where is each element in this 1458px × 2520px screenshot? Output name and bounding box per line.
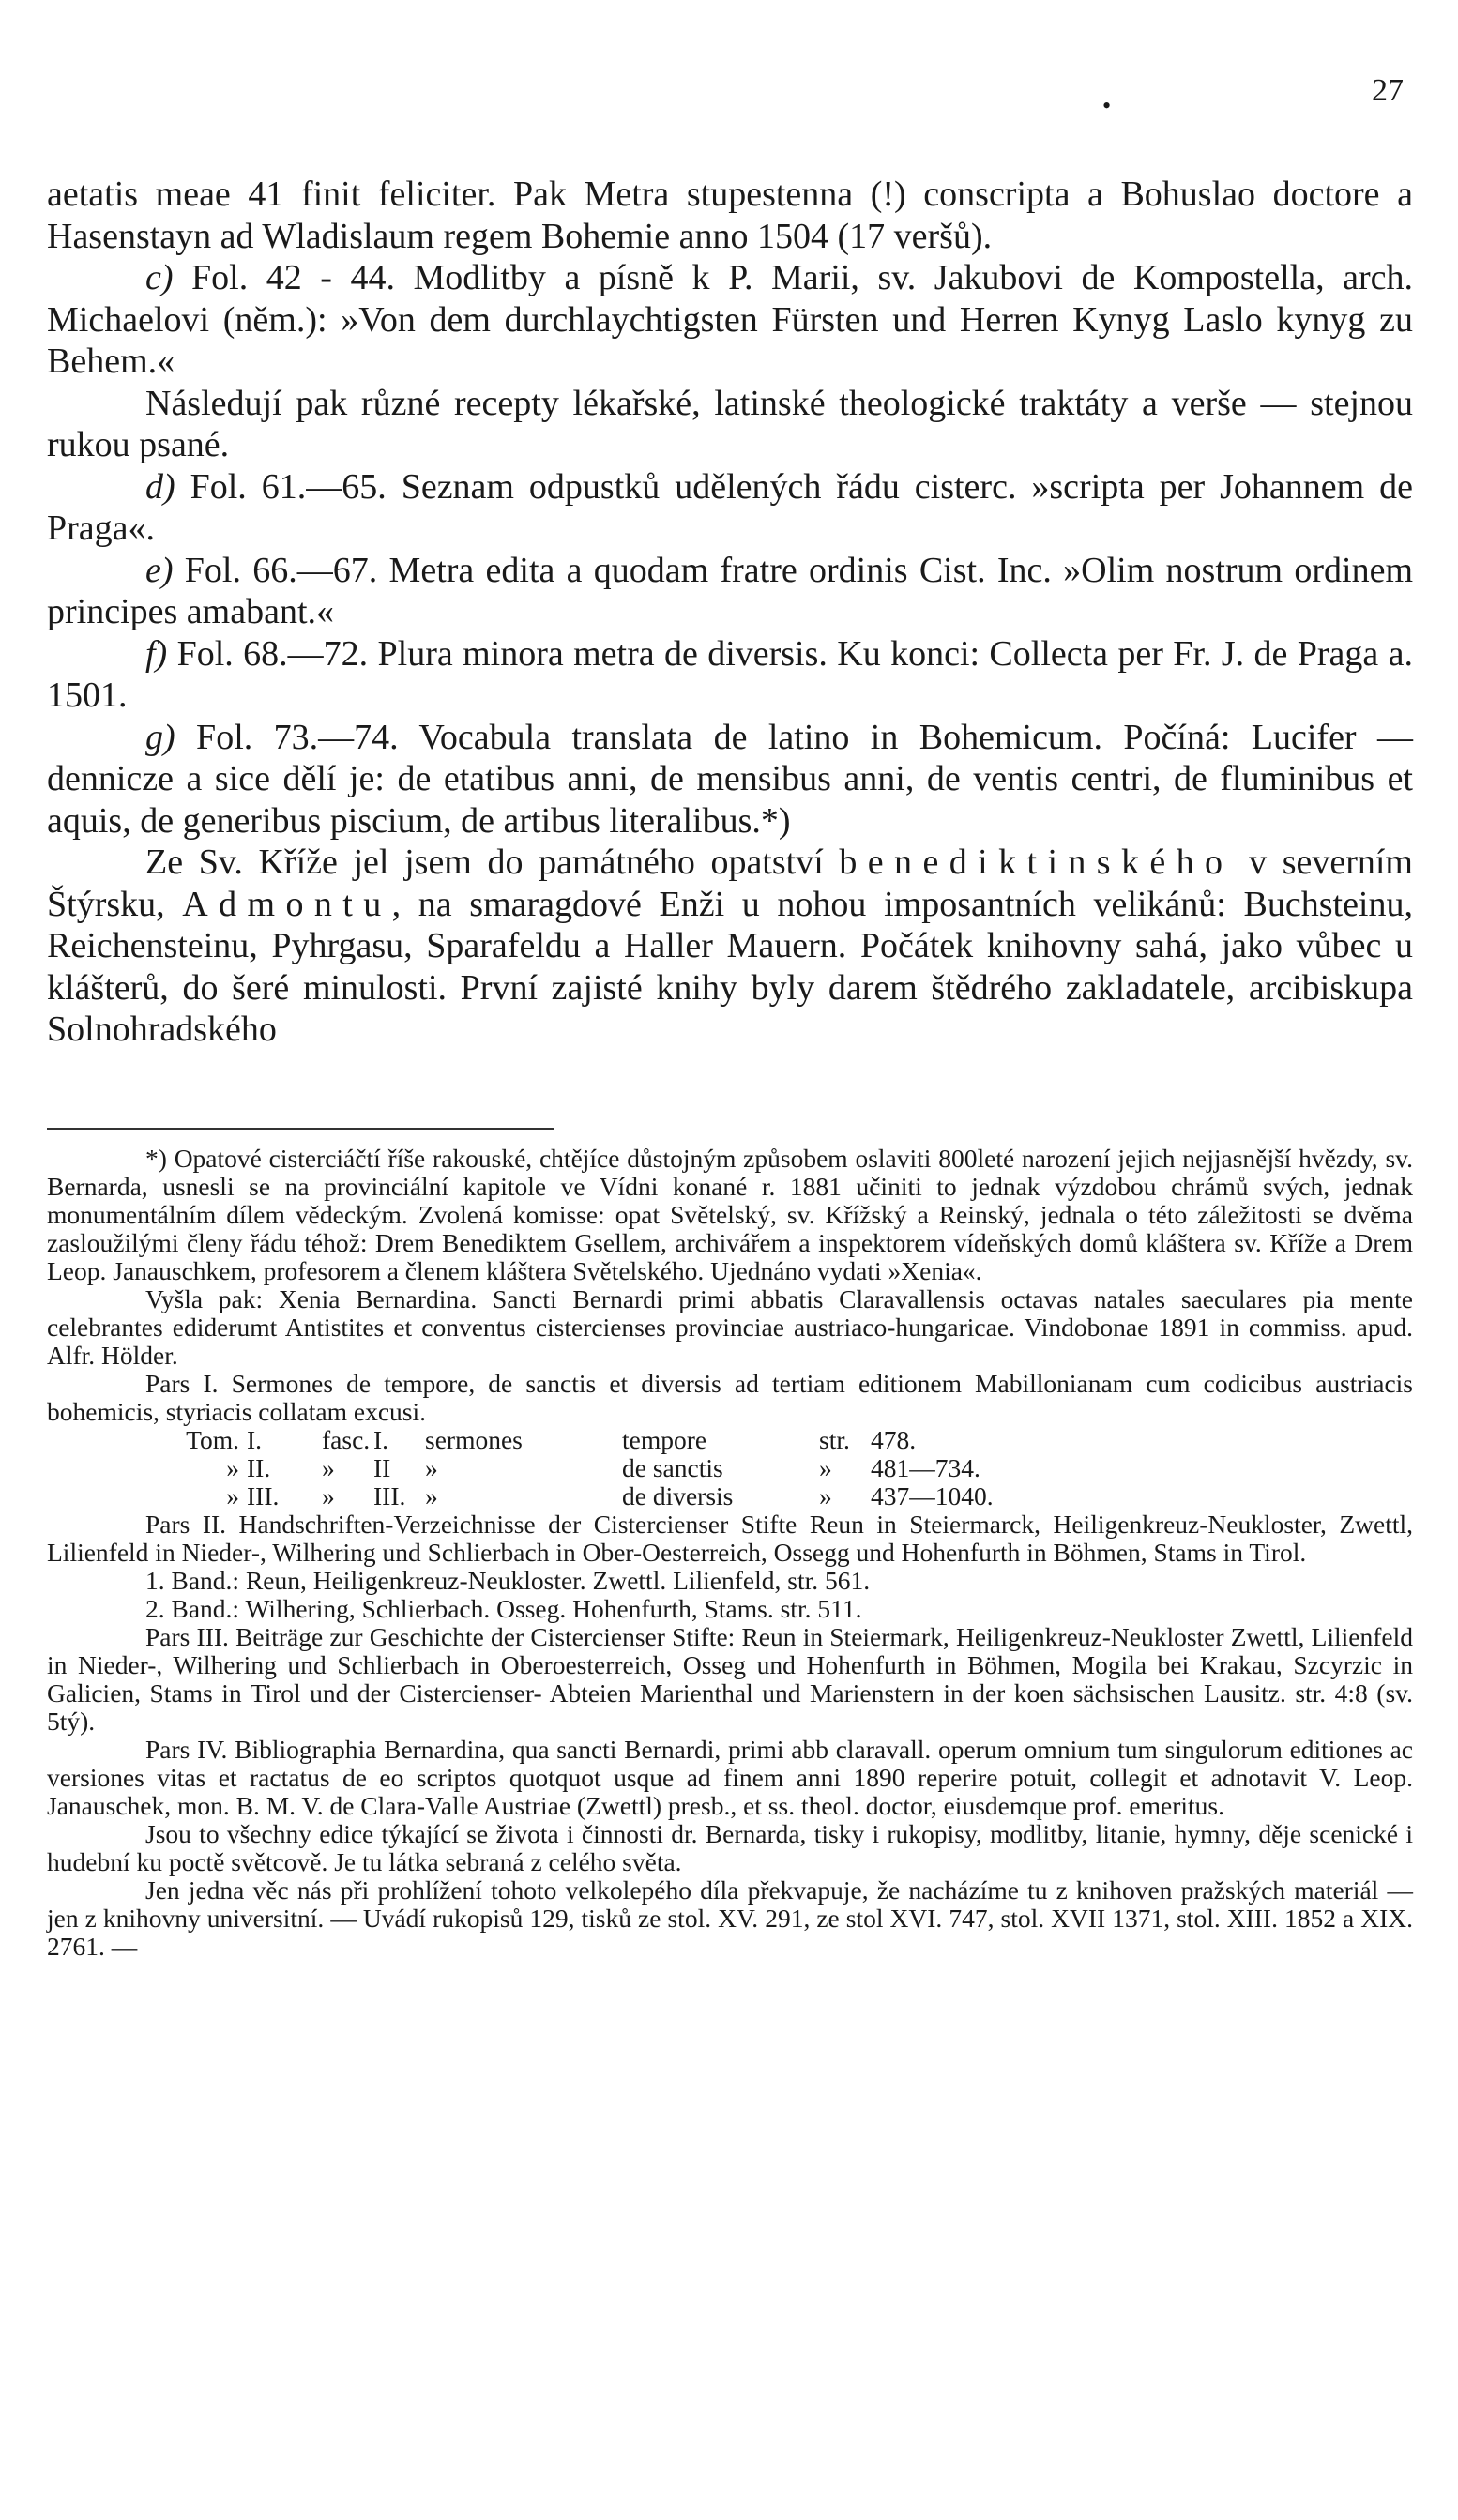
paragraph: d) Fol. 61.—65. Seznam odpustků udělených řádu cisterc. »scripta per Johannem de Praga«. xyxy=(47,466,1413,548)
footnote-paragraph: Pars II. Handschriften-Verzeichnisse der Cistercienser Stifte Reun in Steiermarck, Heiligenkreuz-Neukloster, Zwettl, Lilienfeld in Nieder-, Wilhering und Schlierbach in Ober-Oesterreich, Ossegg und Hohenfurth in Böhmen, Stams in Tirol. xyxy=(47,1510,1413,1567)
paragraph: Následují pak různé recepty lékařské, latinské theologické traktáty a verše — stejnou rukou psané. xyxy=(47,383,1413,464)
volume-row: » III. » III. » de diversis » 437—1040. xyxy=(226,1481,994,1510)
paragraph: aetatis meae 41 finit feliciter. Pak Metra stupestenna (!) conscripta a Bohuslao doctore a Hasenstayn ad Wladislaum regem Bohemie anno 1504 (17 veršů). xyxy=(47,175,1413,256)
footnote-paragraph: *) Opatové cisterciáčtí říše rakouské, chtějíce důstojným způsobem oslaviti 800leté narození jejich nejjasnější hvězdy, sv. Bernarda, usnesli se na provinciální kapitole ve Vídni konané r. 1881 učiniti to jednak výzdobou chrámů svých, jednak monumentálním dílem vědeckým. Zvolená komisse: opat Světelský, sv. Křížský a Reinský, jednala o této záležitosti se dvěma zasloužilými členy řádu téhož: Drem Benediktem Gsellem, archivářem a inspektorem vídeňských domů kláštera sv. Kříže a Drem Leop. Janauschkem, profesorem a členem kláštera Světelského. Ujednáno vydati »Xenia«. xyxy=(47,1144,1413,1285)
footnote-paragraph: Pars III. Beiträge zur Geschichte der Cistercienser Stifte: Reun in Steiermark, Heiligenkreuz-Neukloster Zwettl, Lilienfeld in Nieder-, Wilhering und Schlierbach in Oberoesterreich, Osseg und Hohenfurth in Böhmen, Mogila bei Krakau, Szcyrzic in Galicien, Stams in Tirol und der Cistercienser- Abteien Marienthal und Marienstern in der koen sächsischen Lausitz. str. 4:8 (sv. 5tý). xyxy=(47,1622,1413,1736)
spaced-term: Admontu xyxy=(182,884,392,924)
item-letter: c) xyxy=(145,258,174,297)
footnote-paragraph: Pars I. Sermones de tempore, de sanctis et diversis ad tertiam editionem Mabillonianam cum codicibus austriacis bohemicis, styriacis collatam excusi. xyxy=(47,1369,1413,1426)
item-letter: e) xyxy=(145,550,174,590)
footnote-paragraph: Vyšla pak: Xenia Bernardina. Sancti Bernardi primi abbatis Claravallensis octavas natales saeculares pia mente celebrantes ediderumt Antistites et conventus cistercienses provinciae austriaco-hungaricae. Vindobonae 1891 in commiss. apud. Alfr. Hölder. xyxy=(47,1284,1413,1370)
page-number: 27 xyxy=(1372,73,1404,108)
item-letter: d) xyxy=(145,466,175,507)
volume-row: » II. » II » de sanctis » 481—734. xyxy=(226,1453,980,1482)
paragraph: e) Fol. 66.—67. Metra edita a quodam fratre ordinis Cist. Inc. »Olim nostrum ordinem principes amabant.« xyxy=(47,550,1413,631)
paragraph: g) Fol. 73.—74. Vocabula translata de latino in Bohemicum. Počíná: Lucifer — dennicze a sice dělí je: de etatibus anni, de mensibus anni, de ventis centri, de fluminibus et aquis, de generibus piscium, de artibus literalibus.*) xyxy=(47,717,1413,841)
item-letter: g) xyxy=(145,717,175,757)
item-letter: f) xyxy=(145,633,168,674)
paragraph: f) Fol. 68.—72. Plura minora metra de diversis. Ku konci: Collecta per Fr. J. de Praga a. 1501. xyxy=(47,633,1413,715)
volume-row: Tom. I. fasc. I. sermones tempore str. 478. xyxy=(186,1425,917,1454)
footnote-paragraph: Jsou to všechny edice týkající se života i činnosti dr. Bernarda, tisky i rukopisy, modlitby, litanie, hymny, děje scenické i hudební ku poctě světcově. Je tu látka sebraná z celého světa. xyxy=(47,1819,1413,1876)
footnote-divider xyxy=(47,1128,554,1130)
paragraph: Ze Sv. Kříže jel jsem do památného opatství benediktinského v severním Štýrsku, Admontu, na smaragdové Enži u nohou imposantních velikánů: Buchsteinu, Reichensteinu, Pyhrgasu, Sparafeldu a Haller Mauern. Počátek knihovny sahá, jako vůbec u klášterů, do šeré minulosti. První zajisté knihy byly darem štědrého zakladatele, arcibiskupa Solnohradského xyxy=(47,843,1413,1049)
paragraph: c) Fol. 42 - 44. Modlitby a písně k P. Marii, sv. Jakubovi de Kompostella, arch. Michaelovi (něm.): »Von dem durchlaychtigsten Fürsten und Herren Kynyg Laslo kynyg zu Behem.« xyxy=(47,258,1413,381)
footnote-paragraph: 2. Band.: Wilhering, Schlierbach. Osseg. Hohenfurth, Stams. str. 511. xyxy=(145,1594,862,1623)
page-mark: • xyxy=(1102,92,1112,119)
footnote xyxy=(47,1145,1413,1961)
footnote-paragraph: Pars IV. Bibliographia Bernardina, qua sancti Bernardi, primi abb claravall. operum omnium tum singulorum editiones ac versiones vitas et ractatus de eo scriptos quotquot usque ad finem anni 1890 reperire potuit, collegit et adnotavit V. Leop. Janauschek, mon. B. M. V. de Clara-Valle Austriae (Zwettl) presb., et ss. theol. doctor, eiusdemque prof. emeritus. xyxy=(47,1735,1413,1820)
spaced-term: benediktinského xyxy=(839,843,1234,882)
footnote-paragraph: Jen jedna věc nás při prohlížení tohoto velkolepého díla překvapuje, že nacházíme tu z knihoven pražských materiál — jen z knihovny universitní. — Uvádí rukopisů 129, tisků ze stol. XV. 291, ze stol XVI. 747, stol. XVII 1371, stol. XIII. 1852 a XIX. 2761. — xyxy=(47,1875,1413,1961)
footnote-paragraph: 1. Band.: Reun, Heiligenkreuz-Neukloster. Zwettl. Lilienfeld, str. 561. xyxy=(145,1566,871,1595)
main-text xyxy=(47,174,1413,1051)
